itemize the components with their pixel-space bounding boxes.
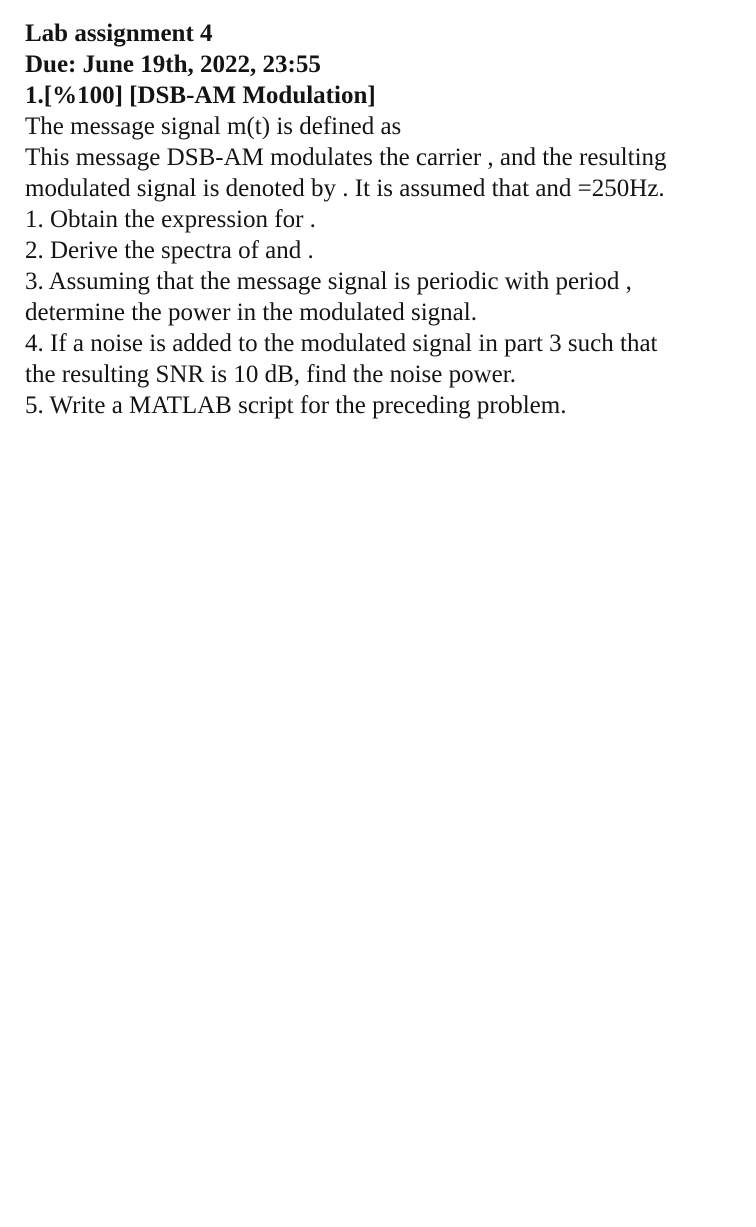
task-1: 1. Obtain the expression for . — [25, 206, 316, 233]
due-date: Due: June 19th, 2022, 23:55 — [25, 51, 321, 78]
assignment-title: Lab assignment 4 — [25, 20, 213, 47]
message-definition-line: The message signal m(t) is defined as — [25, 113, 402, 140]
modulated-signal-line: modulated signal is denoted by . It is assumed that and =250Hz. — [25, 175, 665, 202]
task-4-line-2: the resulting SNR is 10 dB, find the noise power. — [25, 361, 516, 388]
task-2: 2. Derive the spectra of and . — [25, 237, 314, 264]
question-heading: 1.[%100] [DSB-AM Modulation] — [25, 82, 376, 109]
assignment-document — [25, 18, 745, 421]
task-3-line-1: 3. Assuming that the message signal is periodic with period , — [25, 268, 632, 295]
carrier-line: This message DSB-AM modulates the carrier , and the resulting — [25, 144, 667, 171]
task-5: 5. Write a MATLAB script for the preceding problem. — [25, 392, 567, 419]
task-4-line-1: 4. If a noise is added to the modulated signal in part 3 such that — [25, 330, 658, 357]
task-3-line-2: determine the power in the modulated signal. — [25, 299, 477, 326]
